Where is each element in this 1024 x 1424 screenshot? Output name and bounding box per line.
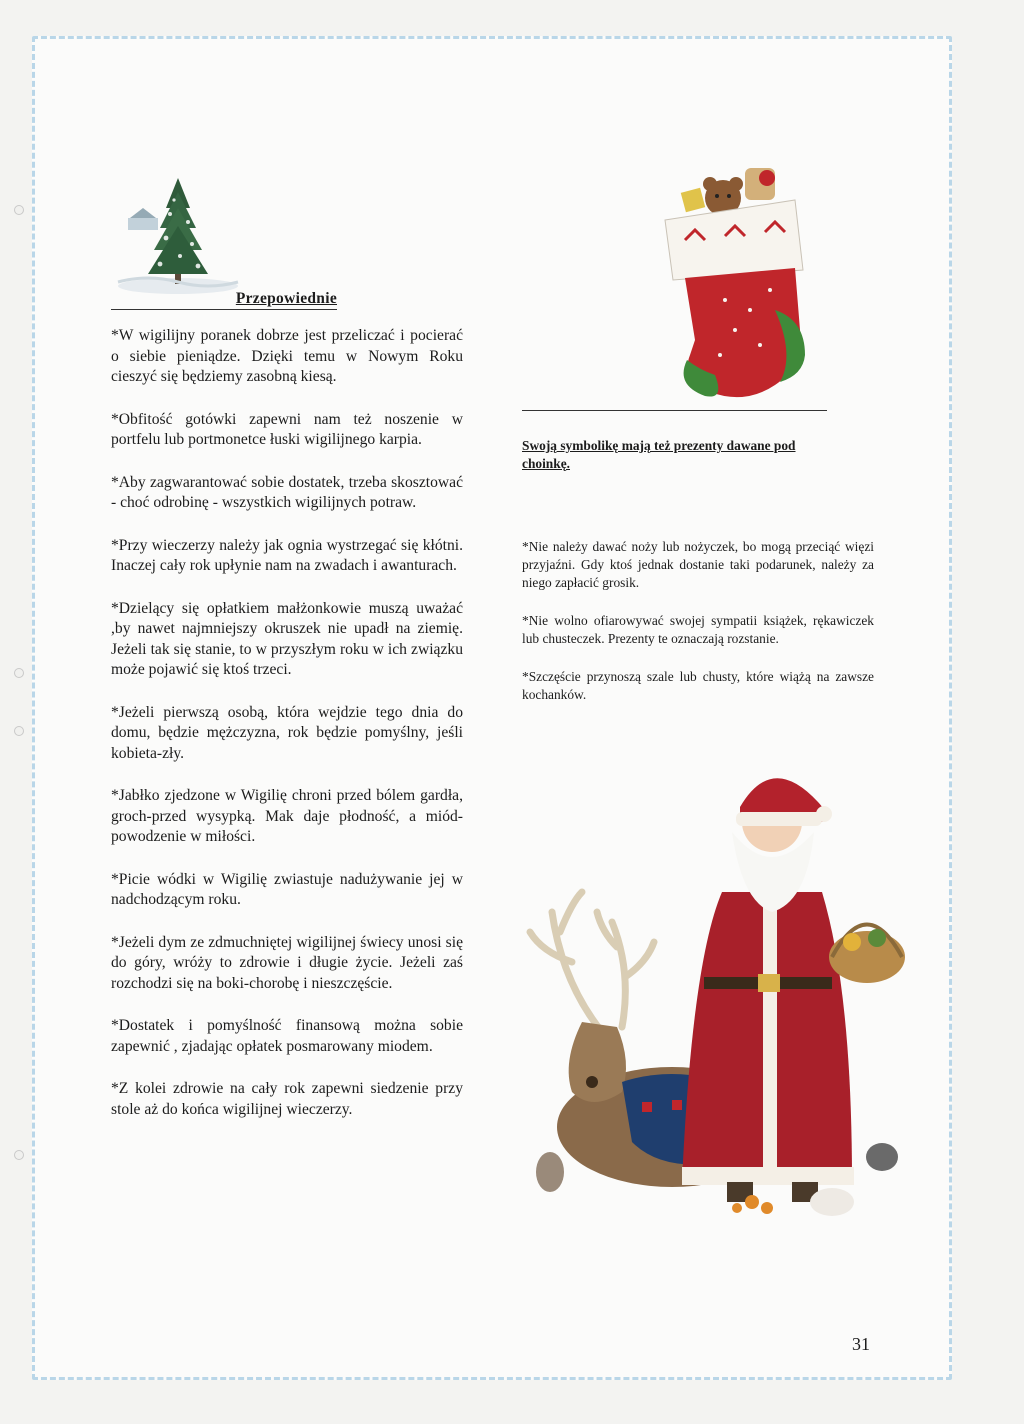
section-title-block [111, 290, 337, 308]
paragraph: *Picie wódki w Wigilię zwiastuje nadużywanie jej w nadchodzącym roku. [111, 870, 463, 908]
paragraph: *Dostatek i pomyślność finansową można sobie zapewnić , zjadając opłatek posmarowany miodem. [111, 1017, 463, 1055]
predictions-column [111, 326, 463, 1142]
paragraph: *Z kolei zdrowie na cały rok zapewni siedzenie przy stole aż do końca wigilijnej wieczerzy. [111, 1080, 463, 1118]
page-number: 31 [852, 1334, 870, 1354]
paragraph: *Szczęście przynoszą szale lub chusty, które wiążą na zawsze kochanków. [522, 669, 874, 702]
santa-with-reindeer-illustration [522, 762, 927, 1222]
paragraph: *W wigilijny poranek dobrze jest przeliczać i pocierać o siebie pieniądze. Dzięki temu w Nowym Roku cieszyć się będziemy zasobną kiesą. [111, 327, 463, 385]
paragraph: *Dzielący się opłatkiem małżonkowie muszą uważać ,by nawet najmniejszy okruszek nie upadł na ziemię. Jeżeli tak się stanie, to w przyszłym roku w ich związku może pojawić się ktoś trzeci. [111, 599, 463, 678]
gifts-column [522, 538, 874, 724]
title-underline-rule [111, 309, 337, 310]
christmas-tree-icon [108, 178, 248, 296]
paragraph: *Jeżeli dym ze zdmuchniętej wigilijnej świecy unosi się do góry, wróży to zdrowie i długie życie. Jeżeli zaś rozchodzi się na boki-chorobę i nieszczęście. [111, 933, 463, 992]
paragraph: *Obfitość gotówki zapewni nam też noszenie w portfelu lub portmonetce łuski wigilijnego karpia. [111, 410, 463, 448]
paragraph: *Przy wieczerzy należy jak ognia wystrzegać się kłótni. Inaczej cały rok upłynie nam na zwadach i awanturach. [111, 536, 463, 574]
page-title: Przepowiednie [235, 290, 337, 307]
right-divider-rule [522, 410, 827, 411]
paragraph: *Jeżeli pierwszą osobą, która wejdzie tego dnia do domu, będzie mężczyzna, rok będzie pomyślny, jeśli kobieta-zły. [111, 703, 463, 762]
paragraph: *Nie należy dawać noży lub nożyczek, bo mogą przeciąć więzi przyjaźni. Gdy ktoś jednak dostanie taki podarunek, należy za niego zapłacić grosik. [522, 539, 874, 590]
paragraph: *Jabłko zjedzone w Wigilię chroni przed bólem gardła, groch-przed wysypką. Mak daje płodność, a miód-powodzenie w miłości. [111, 787, 463, 845]
paragraph: *Aby zagwarantować sobie dostatek, trzeba skosztować - choć odrobinę - wszystkich wigilijnych potraw. [111, 473, 463, 511]
gifts-heading: Swoją symbolikę mają też prezenty dawane pod choinkę. [522, 438, 796, 471]
christmas-stocking-icon [655, 160, 830, 410]
paragraph: *Nie wolno ofiarowywać swojej sympatii książek, rękawiczek lub chusteczek. Prezenty te oznaczają rozstanie. [522, 613, 874, 646]
